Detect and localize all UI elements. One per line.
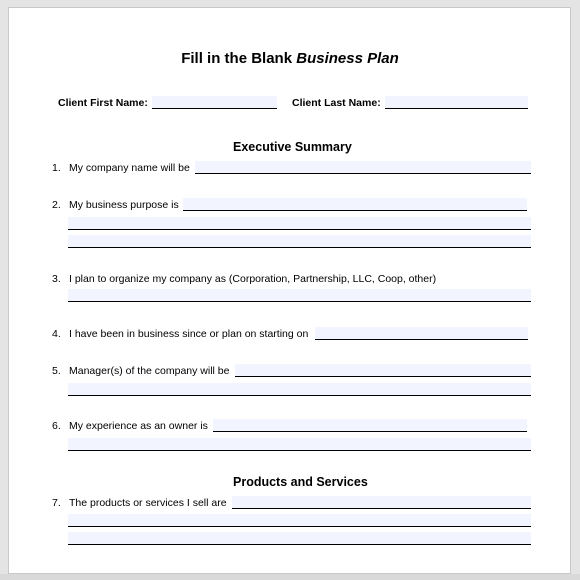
question-7-answer-line-2[interactable] bbox=[68, 514, 531, 527]
question-2-answer-line-3[interactable] bbox=[68, 235, 531, 248]
page-title bbox=[0, 50, 580, 67]
question-7-number: 7. bbox=[52, 497, 61, 509]
question-1-text: My company name will be bbox=[69, 162, 190, 174]
question-3-answer-field[interactable] bbox=[68, 289, 531, 302]
title-italic: Business Plan bbox=[296, 50, 399, 67]
client-first-name-field[interactable] bbox=[152, 96, 277, 109]
question-4-answer-field[interactable] bbox=[315, 327, 528, 340]
products-services-heading: Products and Services bbox=[233, 475, 368, 489]
client-last-name-label: Client Last Name: bbox=[292, 97, 381, 109]
executive-summary-heading: Executive Summary bbox=[233, 140, 352, 154]
question-6-number: 6. bbox=[52, 420, 61, 432]
title-regular: Fill in the Blank bbox=[181, 50, 293, 67]
question-7-answer-line-3[interactable] bbox=[68, 532, 531, 545]
question-2-answer-line-2[interactable] bbox=[68, 217, 531, 230]
question-3-text: I plan to organize my company as (Corporation, Partnership, LLC, Coop, other) bbox=[69, 273, 437, 285]
bottom-shadow-strip bbox=[0, 574, 580, 580]
question-1-number: 1. bbox=[52, 162, 61, 174]
question-7-answer-field[interactable] bbox=[232, 496, 531, 509]
question-4-text: I have been in business since or plan on starting on bbox=[69, 328, 309, 340]
question-6-answer-field[interactable] bbox=[213, 419, 527, 432]
question-3-number: 3. bbox=[52, 273, 61, 285]
question-2-text: My business purpose is bbox=[69, 199, 179, 211]
client-last-name-field[interactable] bbox=[385, 96, 528, 109]
question-5-answer-line-2[interactable] bbox=[68, 383, 531, 396]
client-first-name-label: Client First Name: bbox=[58, 97, 148, 109]
question-5-answer-field[interactable] bbox=[235, 364, 531, 377]
question-6-answer-line-2[interactable] bbox=[68, 438, 531, 451]
question-5-number: 5. bbox=[52, 365, 61, 377]
question-5-text: Manager(s) of the company will be bbox=[69, 365, 230, 377]
question-6-text: My experience as an owner is bbox=[69, 420, 208, 432]
question-2-number: 2. bbox=[52, 199, 61, 211]
question-4-number: 4. bbox=[52, 328, 61, 340]
question-7-text: The products or services I sell are bbox=[69, 497, 227, 509]
question-1-answer-field[interactable] bbox=[195, 161, 531, 174]
question-2-answer-field[interactable] bbox=[183, 198, 527, 211]
